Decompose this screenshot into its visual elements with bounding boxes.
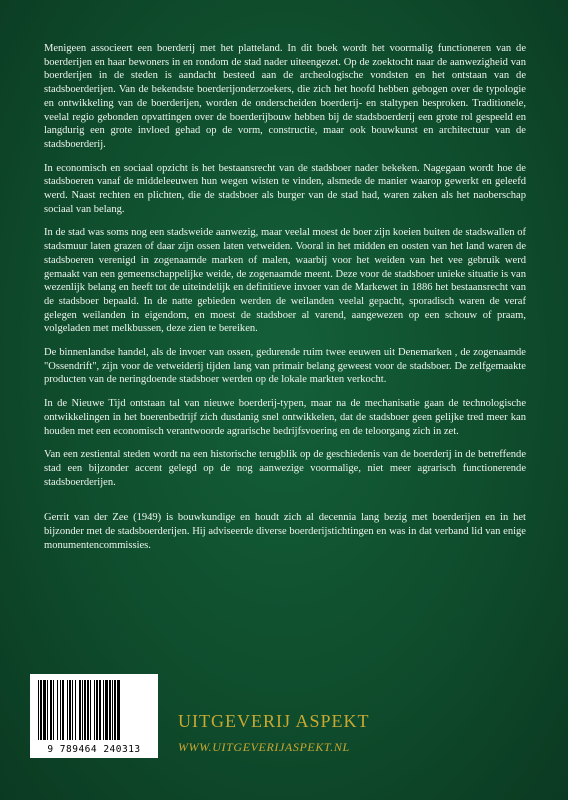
publisher-name: UITGEVERIJ ASPEKT bbox=[178, 711, 370, 731]
isbn-barcode bbox=[30, 674, 158, 758]
publisher-website[interactable]: WWW.UITGEVERIJASPEKT.NL bbox=[178, 740, 350, 754]
blurb-text bbox=[44, 42, 526, 563]
author-bio: Gerrit van der Zee (1949) is bouwkundige en houdt zich al decennia lang bezig met boerderijen en in het bijzonder met de stadsboerderijen. Hij adviseerde diverse boerderijstichtingen en was in dat verband lid van enige monumentencommissies. bbox=[44, 512, 526, 551]
paragraph-4: De binnenlandse handel, als de invoer van ossen, gedurende ruim twee eeuwen uit Denemarken , de zogenaamde "Ossendrift", zijn voor de vetweiderij tijden lang van primair belang geweest voor de stadsboer. De zelfgemaakte producten van de neringdoende stadsboer werden op de lokale markten verkocht. bbox=[44, 347, 526, 386]
isbn-digits: 9 789464 240313 bbox=[47, 744, 141, 755]
paragraph-1: Menigeen associeert een boerderij met het platteland. In dit boek wordt het voormalig functioneren van de boerderijen en haar bewoners in en rondom de stad nader uiteengezet. Op de zoektocht naar de aanwezigheid van boerderijen in de steden is aandacht besteed aan de archeologische vondsten en het ontstaan van de stadsboerderijen. Van de bekendste boerderijonderzoekers, die zich het hoofd hebben gebogen over de typologie en ontwikkeling van de boerderijen, worden de onderscheiden boerderij- en staltypen besproken. Traditionele, veelal regio gebonden opvattingen over de boerderijbouw hebben bij de stadsboerderij een grote rol gespeeld en langdurig een grote invloed gehad op de vorm, constructie, maar ook bouwkunst en architectuur van de stadsboerderij. bbox=[44, 43, 526, 150]
barcode-icon bbox=[36, 680, 152, 740]
paragraph-2: In economisch en sociaal opzicht is het bestaansrecht van de stadsboer nader bekeken. Nagegaan wordt hoe de stadsboeren vanaf de middeleeuwen hun wegen wisten te vinden, alsmede de manier waarop gewerkt en geleefd werd. Naast rechten en plichten, die de stadsboer als burger van de stad had, waren zaken als het naoberschap sociaal van belang. bbox=[44, 162, 526, 215]
paragraph-6: Van een zestiental steden wordt na een historische terugblik op de geschiedenis van de boerderij in de betreffende stad een bijzonder accent gelegd op de nog aanwezige voormalige, niet meer agrarisch functionerende stadsboerderijen. bbox=[44, 449, 526, 488]
paragraph-5: In de Nieuwe Tijd ontstaan tal van nieuwe boerderij-typen, maar na de mechanisatie gaan de technologische ontwikkelingen in het boerenbedrijf zich dusdanig snel ontwikkelen, dat de stadsboer geen gelijke tred meer kan houden met een economisch verantwoorde agrarische bedrijfsvoering en de teloorgang zich in zet. bbox=[44, 398, 526, 437]
paragraph-3: In de stad was soms nog een stadsweide aanwezig, maar veelal moest de boer zijn koeien buiten de stadswallen of stadsmuur laten grazen of daar zijn ossen laten vetweiden. Vooral in het midden en oosten van het land waren de stadsboeren verenigd in zogenaamde marken of malen, waarbij voor het weiden van het vee gebruik werd gemaakt van een gemeenschappelijke weide, de zogenaamde meent. Deze voor de stadsboer unieke situatie is van wezenlijk belang en heeft tot de uiteindelijk en definitieve invoer van de Markewet in 1886 het bestaansrecht van de stadsboer bepaald. In de natte gebieden werden de weilanden veelal gepacht, sporadisch waren de veraf gelegen weilanden in eigendom, en moest de stadsboer al varend, aangewezen op een schouw of praam, volgeladen met melkbussen, deze zien te bereiken. bbox=[44, 227, 526, 335]
